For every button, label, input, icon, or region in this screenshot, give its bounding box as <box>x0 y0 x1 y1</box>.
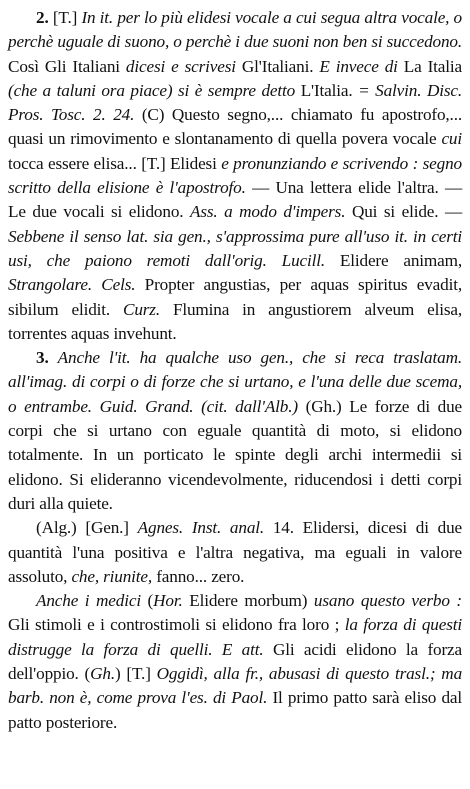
text-run: Oggidì, alla fr., abusasi di questo trasl.; ma barb. non è, come prova l'es. di Paol. <box>8 664 463 708</box>
text-run: (Alg.) [Gen.] <box>36 518 138 538</box>
text-run: Il primo patto sarà eliso dal patto posteriore. <box>8 688 462 732</box>
text-run: Gl'Italiani. <box>241 56 320 76</box>
text-run: L'Italia. <box>300 80 359 100</box>
paragraph-sense-3 <box>8 346 462 516</box>
text-run: Ass. a modo d'impers. <box>190 202 352 222</box>
text-run: [T.] <box>52 8 82 27</box>
text-run: 3. <box>36 348 58 368</box>
text-run: Hor. <box>153 591 190 611</box>
text-run: Così Gli Italiani <box>8 56 126 76</box>
text-run: Sebbene il senso lat. sia gen., s'approssima pure all'uso it. in certi usi, che paiono remoti dall'orig. Lucill. <box>8 226 462 270</box>
text-run: Curz. <box>123 299 173 319</box>
text-run: Anche i medici <box>36 591 148 611</box>
text-run: Gli acidi elidono la forza dell'oppio. ( <box>8 639 462 684</box>
text-run: fanno... zero. <box>156 566 245 586</box>
text-run: Elidere morbum) <box>189 591 314 611</box>
paragraph-sense-2 <box>8 6 462 346</box>
text-run: 14. Elidersi, dicesi di due quantità l'una positiva e l'altra negativa, ma eguali in valore assoluto, <box>8 518 462 586</box>
text-run: che, riunite, <box>71 566 157 586</box>
text-run: Elidere animam, <box>339 250 462 270</box>
paragraph-medicine <box>8 589 462 735</box>
text-run: Gh. <box>90 664 115 684</box>
text-run: In it. per lo più elidesi vocale a cui segua altra vocale, o perchè uguale di suono, o perchè i due suoni non ben si succedono. <box>8 8 462 52</box>
text-run: Agnes. Inst. anal. <box>137 518 273 538</box>
text-run: la forza di questi distrugge la forza di quelli. E att. <box>8 615 462 659</box>
text-run: tocca essere elisa... [T.] Elidesi <box>8 153 222 173</box>
text-run: e pronunziando e scrivendo : segno scritto della elisione è l'apostrofo. <box>8 153 462 198</box>
text-run: dicesi e scrivesi <box>125 56 242 76</box>
text-run: ) [T.] <box>114 664 157 684</box>
text-run: = Salvin. Disc. Pros. Tosc. 2. 24. <box>8 80 462 125</box>
text-run: (C) Questo segno,... chiamato fu apostrofo,... quasi un rimovimento e slontanamento di quella povera vocale <box>8 105 462 149</box>
text-run: Qui si elide. — <box>351 202 463 222</box>
text-run: (Gh.) Le forze di due corpi che si urtano con eguale quantità di moto, si elidono totalmente. In un porticato le spinte degli archi intermedii si elidono. Si elideranno vicendevolmente, riducendosi i detti corpi duri alla quiete. <box>8 396 463 513</box>
text-run: Anche l'it. ha qualche uso gen., che si reca traslatam. all'imag. di corpi o di forze che si urtano, e l'una delle due scema, o entrambe. Guid. Grand. (cit. dall'Alb.) <box>8 348 462 416</box>
paragraph-algebra <box>8 516 462 589</box>
text-run: usano questo verbo : <box>313 591 462 611</box>
text-run: Flumina in angustiorem alveum elisa, torrentes aquas invehunt. <box>8 299 462 343</box>
text-run: La Italia <box>403 56 463 76</box>
text-run: ( <box>147 591 154 611</box>
text-run: Propter angustias, per aquas spiritus evadit, sibilum elidit. <box>8 275 462 319</box>
text-run: (che a taluni ora piace) si è sempre detto <box>8 80 301 100</box>
text-run: — Una lettera elide l'altra. — Le due vocali si elidono. <box>8 178 463 222</box>
text-run: 2. <box>36 8 53 27</box>
text-run: E invece di <box>319 56 404 76</box>
text-run: cui <box>441 129 462 149</box>
text-run: Gli stimoli e i controstimoli si elidono fra loro ; <box>8 615 345 635</box>
text-run: Strangolare. Cels. <box>8 275 145 295</box>
